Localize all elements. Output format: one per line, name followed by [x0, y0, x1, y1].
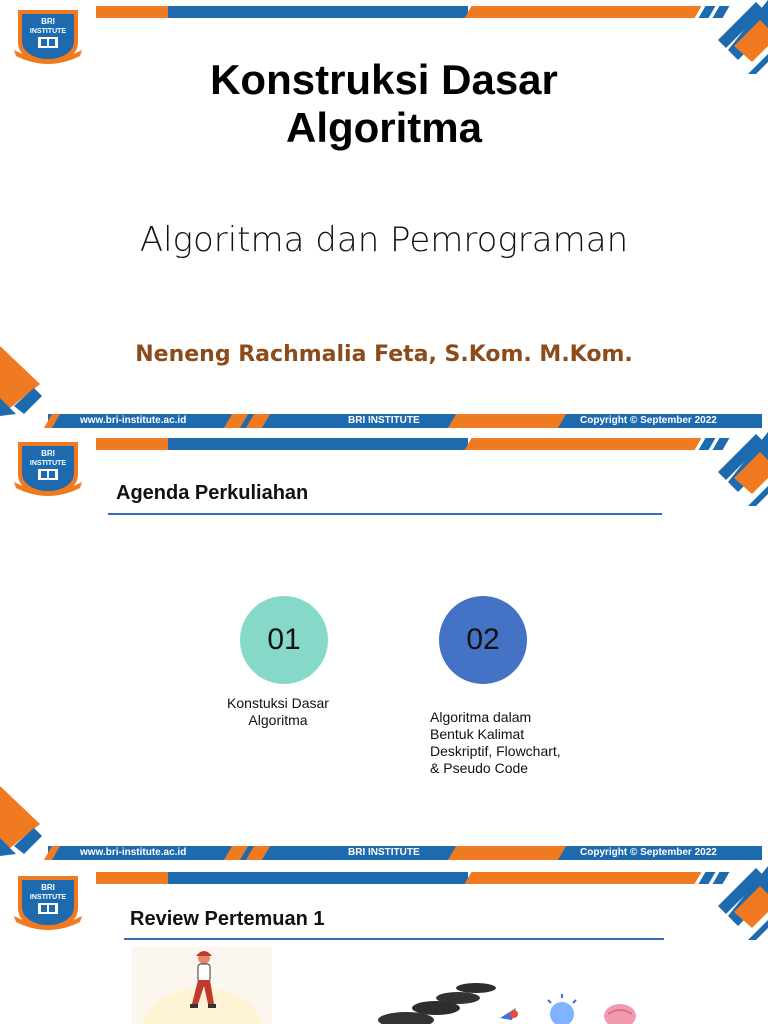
- agenda-number-circle: 01: [240, 596, 328, 684]
- corner-chevron-decoration: [688, 432, 768, 512]
- slide-heading: Review Pertemuan 1: [130, 908, 325, 930]
- slide-title: [0, 0, 768, 432]
- footer-bar: [0, 846, 768, 860]
- heading-underline: [108, 513, 662, 515]
- svg-text:INSTITUTE: INSTITUTE: [29, 28, 67, 35]
- top-stripe: [96, 438, 726, 450]
- corner-chevron-decoration: [688, 866, 768, 946]
- author-name: Neneng Rachmalia Feta, S.Kom. M.Kom.: [135, 342, 633, 367]
- footer-brand: BRI INSTITUTE: [348, 415, 420, 426]
- top-stripe: [96, 6, 726, 18]
- svg-text:INSTITUTE: INSTITUTE: [29, 460, 67, 467]
- footer-copyright: Copyright © September 2022: [580, 847, 717, 858]
- slide-review: [0, 866, 768, 1024]
- footer-copyright: Copyright © September 2022: [580, 415, 717, 426]
- corner-chevron-decoration: [0, 346, 62, 416]
- footer-brand: BRI INSTITUTE: [348, 847, 420, 858]
- slide-title-heading: Konstruksi Dasar Algoritma: [210, 56, 558, 151]
- steps-path-illustration: [376, 978, 656, 1024]
- slide-agenda: [0, 432, 768, 866]
- footer-bar: [0, 414, 768, 428]
- bri-institute-logo: [10, 872, 86, 932]
- heading-underline: [124, 938, 664, 940]
- svg-text:BRI: BRI: [41, 883, 55, 892]
- agenda-item-text: Konstuksi Dasar Algoritma: [227, 695, 329, 728]
- svg-text:BRI: BRI: [41, 17, 55, 26]
- agenda-number-circle: 02: [439, 596, 527, 684]
- slide-heading: Agenda Perkuliahan: [116, 482, 309, 504]
- footer-url: www.bri-institute.ac.id: [80, 847, 187, 858]
- thinking-person-illustration: [132, 946, 272, 1024]
- slide-subtitle: Algoritma dan Pemrograman: [139, 220, 629, 260]
- svg-text:INSTITUTE: INSTITUTE: [29, 894, 67, 901]
- footer-url: www.bri-institute.ac.id: [80, 415, 187, 426]
- top-stripe: [96, 872, 726, 884]
- bri-institute-logo: [10, 438, 86, 498]
- agenda-item-text: Algoritma dalam Bentuk Kalimat Deskriptif, Flowchart, & Pseudo Code: [430, 709, 561, 776]
- svg-text:BRI: BRI: [41, 449, 55, 458]
